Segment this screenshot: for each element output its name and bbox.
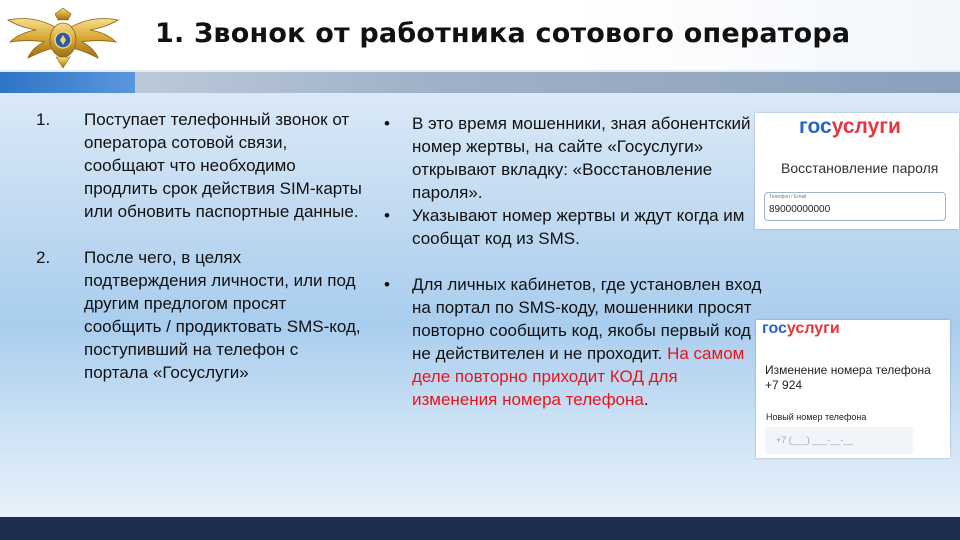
- recovery-heading: Восстановление пароля: [781, 160, 939, 176]
- header-stripe-accent: [0, 72, 135, 93]
- header-stripe: [0, 72, 960, 93]
- gosuslugi-password-recovery-screenshot: [755, 113, 959, 229]
- numbered-list: [36, 108, 366, 407]
- list-item: [36, 108, 366, 223]
- bullet-item: [382, 273, 762, 411]
- bullet-dot: •: [384, 114, 390, 133]
- list-text: Поступает телефонный звонок от оператора сотовой связи, сообщают что необходимо продлить срок действия SIM-карты или обновить паспортные данные.: [84, 110, 362, 221]
- footer-bar: [0, 517, 960, 540]
- list-item: [36, 246, 366, 384]
- slide-title: 1. Звонок от работника сотового оператора: [155, 18, 851, 49]
- eagle-emblem-icon: [6, 2, 120, 72]
- bullet-tail: .: [643, 390, 649, 409]
- bullet-dot: •: [384, 275, 390, 294]
- bullet-list: [382, 112, 762, 411]
- list-number: 1.: [36, 110, 51, 129]
- new-phone-label: Новый номер телефона: [766, 412, 867, 422]
- new-phone-field: [765, 427, 913, 454]
- bullet-item: [382, 112, 762, 204]
- bullet-dot: •: [384, 206, 390, 225]
- gosuslugi-logo: госуслуги: [762, 320, 840, 337]
- warning-highlight: На самом деле повторно приходит КОД для изменения номера телефона: [412, 344, 745, 409]
- gosuslugi-change-phone-screenshot: [756, 320, 950, 458]
- field-value: 89000000000: [769, 204, 831, 215]
- phone-email-field: [764, 192, 946, 221]
- phone-placeholder: +7 (___) ___-__-__: [776, 435, 854, 445]
- change-phone-heading: Изменение номера телефона +7 924: [765, 363, 931, 392]
- list-number: 2.: [36, 248, 51, 267]
- header-bar: [0, 0, 960, 70]
- list-text: После чего, в целях подтверждения личности, или под другим предлогом просят сообщить / продиктовать SMS-код, поступивший на телефон с портала «Госуслуги»: [84, 248, 361, 382]
- gosuslugi-logo: госуслуги: [799, 115, 901, 138]
- bullet-text: Для личных кабинетов, где установлен вход на портал по SMS-коду, мошенники просят повторно сообщить код, якобы первый код не действителен и не проходит.: [412, 275, 762, 363]
- bullet-item: [382, 204, 762, 250]
- bullet-text: В это время мошенники, зная абонентский номер жертвы, на сайте «Госуслуги» открывают вкладку: «Восстановление пароля».: [412, 114, 751, 202]
- bullet-text: Указывают номер жертвы и ждут когда им сообщат код из SMS.: [412, 206, 745, 248]
- field-label: Телефон / Email: [769, 194, 807, 200]
